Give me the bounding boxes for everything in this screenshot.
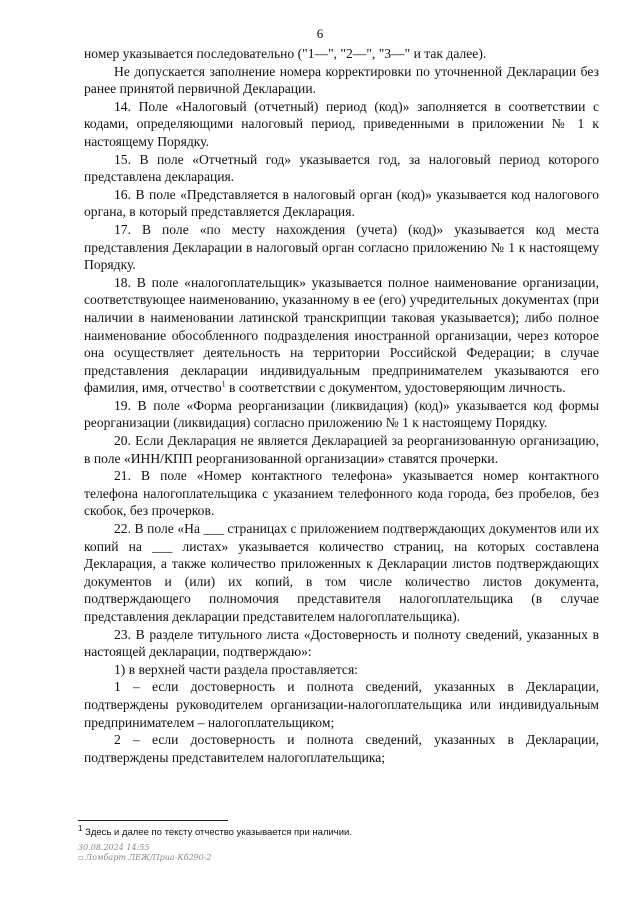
paragraph-code-1: 1 – если достоверность и полнота сведений, указанных в Декларации, подтверждены руководителем организации-налогоплательщика или индивидуальным предпринимателем – налогоплательщиком; <box>84 679 599 730</box>
paragraph-16: 16. В поле «Представляется в налоговый орган (код)» указывается код налогового органа, в который представляется Декларация. <box>84 186 599 220</box>
footnote-divider <box>78 820 228 821</box>
paragraph-20: 20. Если Декларация не является Декларацией за реорганизованную организацию, в поле «ИНН/КПП реорганизованной организации» ставятся прочерки. <box>84 433 599 466</box>
paragraph-22: 22. В поле «На ___ страницах с приложением подтверждающих документов или их копий на ___ листах» указывается количество страниц, на которых составлена Декларация, а также количество приложенных к Декларации листов подтверждающих документов и (или) их копий, в том числе количество листов документа, подтверждающего полномочия представителя налогоплательщика (в случае представления декларации представителем налогоплательщика). <box>84 521 599 624</box>
document-body <box>84 45 599 766</box>
paragraph-23: 23. В разделе титульного листа «Достоверность и полноту сведений, указанных в настоящей декларации, подтверждаю»: <box>84 626 599 660</box>
footnote-mark: 1 <box>78 823 83 833</box>
document-icon: ▫ <box>78 853 84 862</box>
paragraph-17: 17. В поле «по месту нахождения (учета) (код)» указывается код места представления Декларации в налоговый орган согласно приложению № 1 к настоящему Порядку. <box>84 221 599 273</box>
paragraph-23-item-1: 1) в верхней части раздела проставляется: <box>114 661 358 677</box>
paragraph-continuation: номер указывается последовательно ("1—", "2—", "3—" и так далее). <box>84 46 487 61</box>
paragraph-code-2: 2 – если достоверность и полнота сведений, указанных в Декларации, подтверждены представителем налогоплательщика; <box>84 732 599 765</box>
paragraph-18 <box>84 274 599 397</box>
paragraph-18-tail: в соответствии с документом, удостоверяющим личность. <box>225 380 566 396</box>
page-number: 6 <box>316 26 324 41</box>
paragraph-15: 15. В поле «Отчетный год» указывается год, за налоговый период которого представлена декларация. <box>84 151 599 185</box>
paragraph-14: 14. Поле «Налоговый (отчетный) период (код)» заполняется в соответствии с кодами, определяющими налоговый период, приведенными в приложении № 1 к настоящему Порядку. <box>84 98 599 149</box>
paragraph-19: 19. В поле «Форма реорганизации (ликвидация) (код)» указывается код формы реорганизации (ликвидация) согласно приложению № 1 к настоящему Порядку. <box>84 397 599 431</box>
paragraph-correction-rule: Не допускается заполнение номера корректировки по уточненной Декларации без ранее принятой первичной Декларации. <box>84 63 599 97</box>
footnote <box>78 823 598 839</box>
print-stamp-date: 30.08.2024 14:55 <box>78 843 150 852</box>
paragraph-21: 21. В поле «Номер контактного телефона» указывается номер контактного телефона налогоплательщика с указанием телефонного кода города, без пробелов, без скобок, без прочерков. <box>84 468 599 519</box>
paragraph-18-text: 18. В поле «налогоплательщик» указывается полное наименование организации, соответствующее наименованию, указанному в ее (его) учредительных документах (при наличии в наименовании латинской транскрипции таковая указывается); либо полное наименование обособленного подразделения иностранной организации, через которое она осуществляет деятельность на территории Российской Федерации; в случае представления декларации индивидуальным предпринимателем указываются его фамилия, имя, отчество <box>84 274 599 396</box>
print-stamp-sender <box>78 853 378 863</box>
footnote-reference: 1 <box>221 379 226 389</box>
footnote-text: Здесь и далее по тексту отчество указывается при наличии. <box>82 827 352 838</box>
print-stamp-sender-text: Ломбарт ЛЕЖ/Приа-Кб290-2 <box>85 853 212 862</box>
